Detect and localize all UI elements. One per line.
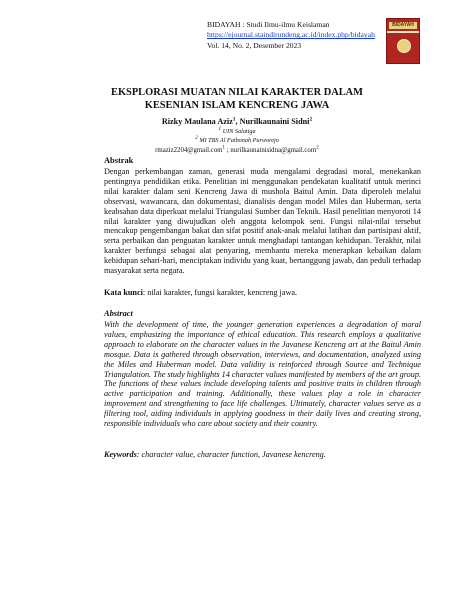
journal-url-link[interactable]: https://ejournal.staindirundeng.ac.id/index.php/bidayah xyxy=(207,30,375,40)
author-emails xyxy=(60,144,414,155)
affiliation-2-sup: 2 xyxy=(195,134,198,141)
author-1: Rizky Maulana Aziz xyxy=(161,117,233,126)
affiliation-1-text: UIN Salatiga xyxy=(221,128,256,135)
journal-name: BIDAYAH : Studi Ilmu-ilmu Keislaman xyxy=(207,20,330,29)
email-1[interactable]: rmaziz2204@gmail.com xyxy=(155,147,223,154)
abstrak-body: Dengan perkembangan zaman, generasi muda mengalami degradasi moral, menekankan pentingnya pendidikan etika. Penelitian ini menggunakan pendekatan kualitatif untuk merinci nilai karakter dalam seni Kencreng Jawa di mushola Baitul Amin. Data diperoleh melalui observasi, wawancara, dan dokumentasi, dianalisis dengan model Miles dan Huberman, serta keabsahan data diperkuat melalui Triangulasi Sumber dan Teknik. Hasil penelitian menyoroti 14 nilai karakter yang diwujudkan oleh anggota kelompok seni. Fungsi nilai-nilai tersebut mencakup pengembangan bakat dan sifat positif anak-anak melalui latihan dan partisipasi aktif, serta perbaikan dan penguatan karakter untuk menghadapi tantangan kehidupan. Terakhir, nilai karakter berfungsi sebagai alat penyaring, membantu mereka menerapkan kebaikan dalam kehidupan sehari-hari, menciptakan individu yang kuat, bertanggung jawab, dan peduli terhadap masyarakat serta negara. xyxy=(104,167,421,276)
email-1-sup: 1 xyxy=(222,144,226,151)
author-2-sup: 2 xyxy=(309,116,313,123)
author-1-sup: 1 xyxy=(232,116,236,123)
abstrak-keywords-text: : nilai karakter, fungsi karakter, kencreng jawa. xyxy=(142,288,298,297)
abstract-body: With the development of time, the younger generation experiences a degradation of moral values, emphasizing the importance of ethical education. This research employs a qualitative approach to elaborate on the character values in the Javanese Kencreng art at the Baitul Amin mosque. Data is gathered through observation, interviews, and documentation, analyzed using the Miles and Huberman model. Data validity is reinforced through Source and Technique Triangulation. The study highlights 14 character values manifested by members of the art group. The functions of these values include developing talents and positive traits in children through active participation and training. Additionally, these values play a role in character improvement and strengthening to face life challenges. Ultimately, character values serve as a filtering tool, aiding individuals in applying goodness in their daily lives and creating strong, responsible individuals who care about society and their country. xyxy=(104,320,421,429)
journal-header xyxy=(207,20,397,51)
abstract-keywords-text: : character value, character function, Javanese kencreng. xyxy=(136,450,326,459)
abstrak-heading: Abstrak xyxy=(104,156,134,165)
email-separator: ; xyxy=(225,147,231,154)
paper-title-line1: EKSPLORASI MUATAN NILAI KARAKTER DALAM xyxy=(111,87,363,98)
affiliation-1-sup: 1 xyxy=(218,125,222,132)
author-separator: , xyxy=(235,117,240,126)
author-line xyxy=(60,117,414,127)
cover-stripe xyxy=(387,31,419,33)
abstract-keywords xyxy=(104,450,421,460)
journal-volume: Vol. 14, No. 2, Desember 2023 xyxy=(207,40,302,50)
paper-title-line2: KESENIAN ISLAM KENCRENG JAWA xyxy=(144,100,330,111)
affiliation-2-text: MI TBS Al Fathonah Purworejo xyxy=(197,137,279,144)
abstrak-keywords-label: Kata kunci xyxy=(104,288,143,297)
abstract-heading: Abstract xyxy=(104,309,133,318)
abstract-keywords-label: Keywords xyxy=(104,450,137,459)
cover-title: BIDAYAH xyxy=(389,22,417,29)
affiliation-2 xyxy=(60,134,414,145)
email-2[interactable]: nurilkaunainisidna@gmail.com xyxy=(230,147,317,154)
email-2-sup: 2 xyxy=(316,144,319,151)
cover-emblem-icon xyxy=(397,39,411,53)
author-2: Nurilkaunaini Sidni xyxy=(239,117,310,126)
paper-title xyxy=(60,86,414,112)
abstrak-keywords xyxy=(104,288,421,298)
affiliation-1 xyxy=(60,125,414,136)
journal-cover-thumbnail xyxy=(386,18,420,64)
